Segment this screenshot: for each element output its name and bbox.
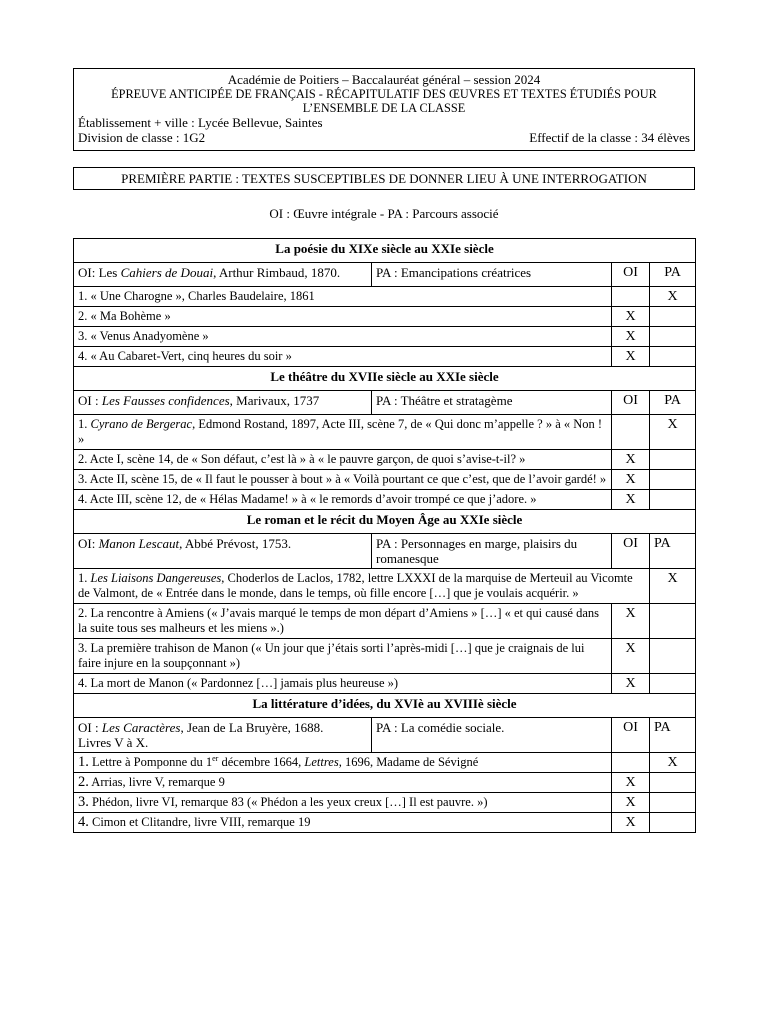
parcours-associe: PA : Théâtre et stratagème [372, 391, 612, 415]
table-row [74, 450, 696, 470]
item-num: 1. [78, 571, 91, 585]
division: Division de classe : 1G2 [78, 130, 206, 145]
table-row [74, 327, 696, 347]
mark-oi: X [612, 470, 650, 490]
table-row [74, 287, 696, 307]
item-text: 3. Acte II, scène 15, de « Il faut le pousser à bout » à « Voilà pourtant ce que c’est, que de l’avoir gardé! » [74, 470, 612, 490]
oeuvre-integrale [74, 718, 372, 753]
oeuvre-integrale [74, 391, 372, 415]
header-line-1: Académie de Poitiers – Baccalauréat général – session 2024 [227, 72, 541, 87]
oi-prefix: OI: Les [78, 265, 121, 280]
item-text: 4. Acte III, scène 12, de « Hélas Madame! » à « le remords d’avoir trompé ce que j’adore. » [74, 490, 612, 510]
table-row [74, 639, 696, 674]
parcours-associe: PA : Personnages en marge, plaisirs du romanesque [372, 534, 612, 569]
mark-pa: X [650, 753, 696, 773]
item-num: 2. [78, 774, 89, 790]
item-text-c: , 1696, Madame de Sévigné [338, 755, 479, 769]
table-row [74, 415, 696, 450]
item-text: 2. La rencontre à Amiens (« J’avais marqué le temps de mon départ d’Amiens » […] « et qui causé dans la suite tous ses malheurs et les miens ».) [74, 604, 612, 639]
mark-oi: X [612, 327, 650, 347]
mark-pa [650, 813, 696, 833]
section-header [74, 694, 696, 718]
oi-title: Les Caractères [101, 720, 181, 735]
mark-pa: X [650, 569, 696, 604]
item-text [74, 813, 612, 833]
item-text: 2. « Ma Bohème » [74, 307, 612, 327]
item-text-b: décembre 1664, [218, 755, 305, 769]
oi-row [74, 263, 696, 287]
item-text: 4. « Au Cabaret-Vert, cinq heures du soir » [74, 347, 612, 367]
oeuvre-integrale [74, 534, 372, 569]
col-oi: OI [612, 263, 650, 287]
item-text: 4. La mort de Manon (« Pardonnez […] jamais plus heureuse ») [74, 674, 612, 694]
part-title: PREMIÈRE PARTIE : TEXTES SUSCEPTIBLES DE DONNER LIEU À UNE INTERROGATION [73, 167, 695, 190]
item-work-title: Cyrano de Bergerac [90, 417, 193, 431]
table-row [74, 604, 696, 639]
item-text [74, 773, 612, 793]
oi-rest: , Jean de La Bruyère, 1688. [180, 720, 324, 735]
mark-oi: X [612, 793, 650, 813]
item-rest: Cimon et Clitandre, livre VIII, remarque 19 [88, 815, 311, 829]
division-row [78, 130, 690, 145]
legend: OI : Œuvre intégrale - PA : Parcours associé [269, 206, 499, 221]
mark-oi [612, 287, 650, 307]
item-text: 2. Acte I, scène 14, de « Son défaut, c’est là » à « le pauvre garçon, de quoi s’avise-t-il? » [74, 450, 612, 470]
works-table [73, 238, 696, 833]
oi-line-2: Livres V à X. [78, 735, 149, 750]
item-rest: , Choderlos de Laclos, 1782, lettre LXXXI de la marquise de Merteuil au Vicomte de Valmont, de « Entrée dans le monde, dans le temps, où fille encore […] que je voulais acquérir. » [78, 571, 633, 600]
mark-oi: X [612, 347, 650, 367]
table-row [74, 674, 696, 694]
col-pa: PA [650, 391, 696, 415]
col-oi: OI [612, 534, 650, 569]
header-box [73, 68, 695, 151]
item-num: 1. [78, 754, 89, 770]
section-header [74, 367, 696, 391]
col-pa: PA [650, 534, 696, 569]
item-text-a: Lettre à Pomponne du 1 [88, 755, 213, 769]
item-work-title: Lettres [304, 755, 339, 769]
mark-oi: X [612, 307, 650, 327]
mark-pa [650, 347, 696, 367]
table-row [74, 569, 696, 604]
table-row [74, 470, 696, 490]
item-text: 1. « Une Charogne », Charles Baudelaire, 1861 [74, 287, 612, 307]
oi-prefix: OI : [78, 393, 102, 408]
item-text: 3. La première trahison de Manon (« Un jour que j’étais sorti l’après-midi […] que je craignais de lui faire injure en la soupçonnant ») [74, 639, 612, 674]
oi-title: Cahiers de Douai [120, 265, 214, 280]
section-header [74, 239, 696, 263]
mark-oi: X [612, 604, 650, 639]
section-title: La poésie du XIXe siècle au XXIe siècle [74, 239, 696, 263]
section-title: La littérature d’idées, du XVIè au XVIIIè siècle [74, 694, 696, 718]
item-num: 1. [78, 417, 91, 431]
oeuvre-integrale [74, 263, 372, 287]
oi-title: Manon Lescaut [98, 536, 180, 551]
mark-oi: X [612, 773, 650, 793]
table-row [74, 347, 696, 367]
mark-oi [612, 753, 650, 773]
oi-rest: , Marivaux, 1737 [229, 393, 320, 408]
item-text [74, 415, 612, 450]
col-pa: PA [650, 263, 696, 287]
mark-pa [650, 604, 696, 639]
mark-oi: X [612, 639, 650, 674]
item-rest: Arrias, livre V, remarque 9 [88, 775, 225, 789]
mark-pa [650, 470, 696, 490]
section-header [74, 510, 696, 534]
item-rest: , Edmond Rostand, 1897, Acte III, scène 7, de « Qui donc m’appelle ? » à « Non ! » [78, 417, 603, 446]
mark-oi: X [612, 450, 650, 470]
col-oi: OI [612, 718, 650, 753]
mark-oi: X [612, 674, 650, 694]
oi-rest: , Arthur Rimbaud, 1870. [213, 265, 341, 280]
oi-title: Les Fausses confidences [101, 393, 230, 408]
item-num: 4. [78, 814, 89, 830]
item-text [74, 569, 650, 604]
oi-row [74, 718, 696, 753]
oi-prefix: OI : [78, 720, 102, 735]
col-oi: OI [612, 391, 650, 415]
parcours-associe: PA : Emancipations créatrices [372, 263, 612, 287]
section-title: Le roman et le récit du Moyen Âge au XXIe siècle [74, 510, 696, 534]
table-row [74, 490, 696, 510]
mark-pa [650, 674, 696, 694]
parcours-associe: PA : La comédie sociale. [372, 718, 612, 753]
item-num: 3. [78, 794, 89, 810]
item-text [74, 793, 612, 813]
mark-pa [650, 327, 696, 347]
oi-prefix: OI: [78, 536, 99, 551]
mark-pa [650, 773, 696, 793]
item-rest: Phédon, livre VI, remarque 83 (« Phédon a les yeux creux […] Il est pauvre. ») [88, 795, 488, 809]
header-line-3: L’ENSEMBLE DE LA CLASSE [302, 101, 466, 115]
mark-pa [650, 307, 696, 327]
mark-pa [650, 490, 696, 510]
table-row [74, 307, 696, 327]
table-row [74, 793, 696, 813]
oi-row [74, 391, 696, 415]
mark-oi [612, 415, 650, 450]
mark-pa [650, 793, 696, 813]
item-sup: er [212, 753, 219, 763]
item-text [74, 753, 612, 773]
col-pa: PA [650, 718, 696, 753]
effectif: Effectif de la classe : 34 élèves [529, 130, 690, 145]
mark-pa [650, 639, 696, 674]
table-row [74, 773, 696, 793]
item-text: 3. « Venus Anadyomène » [74, 327, 612, 347]
oi-row [74, 534, 696, 569]
mark-oi: X [612, 813, 650, 833]
oi-rest: , Abbé Prévost, 1753. [179, 536, 292, 551]
item-work-title: Les Liaisons Dangereuses [90, 571, 222, 585]
etablissement: Établissement + ville : Lycée Bellevue, Saintes [78, 115, 323, 130]
section-title: Le théâtre du XVIIe siècle au XXIe siècle [74, 367, 696, 391]
table-row [74, 753, 696, 773]
header-line-2: ÉPREUVE ANTICIPÉE DE FRANÇAIS - RÉCAPITULATIF DES ŒUVRES ET TEXTES ÉTUDIÉS POUR [111, 87, 657, 101]
mark-pa: X [650, 287, 696, 307]
mark-pa [650, 450, 696, 470]
mark-oi: X [612, 490, 650, 510]
table-row [74, 813, 696, 833]
mark-pa: X [650, 415, 696, 450]
